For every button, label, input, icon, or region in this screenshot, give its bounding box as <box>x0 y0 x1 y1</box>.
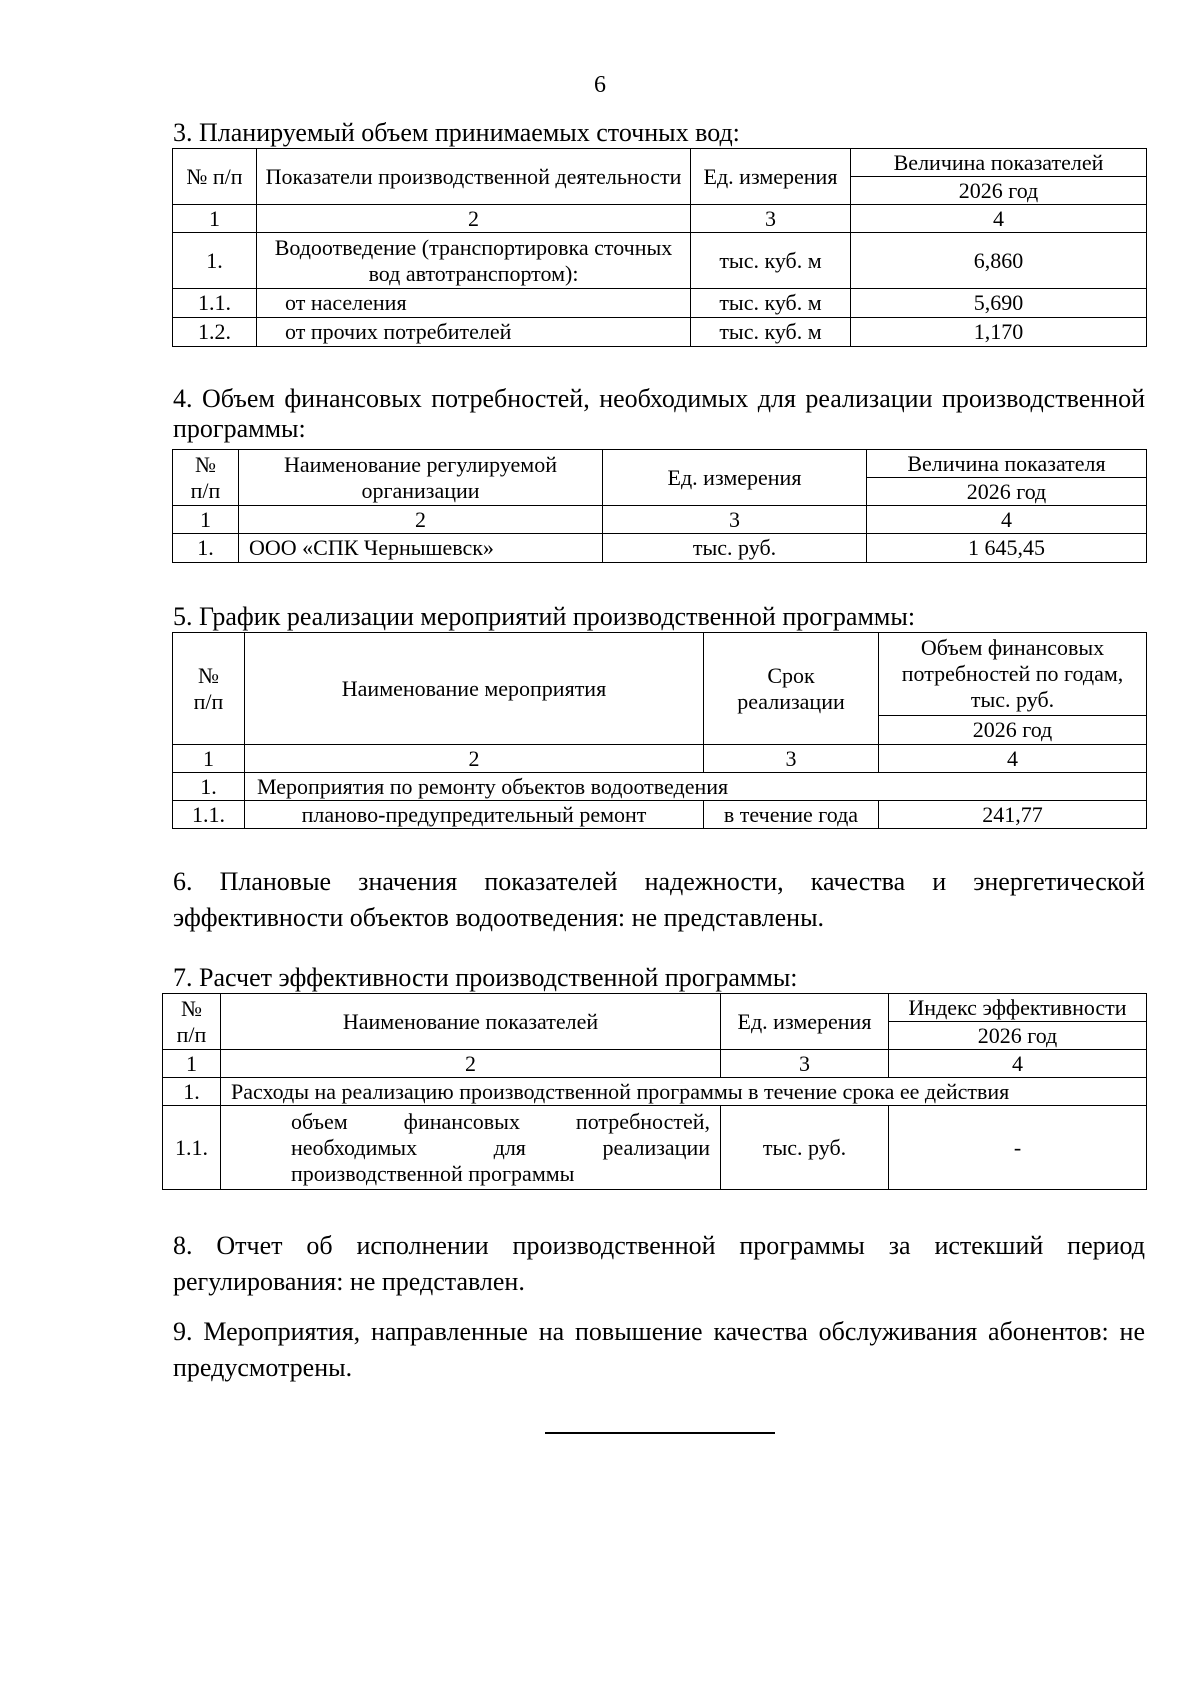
row-num: 1. <box>173 773 245 801</box>
col-number: 2 <box>257 205 691 233</box>
col-name-header: Наименование показателей <box>221 994 721 1050</box>
col-indicator-header: Показатели производственной деятельности <box>257 149 691 205</box>
col-number: 1 <box>163 1050 221 1078</box>
table-row <box>173 289 1147 318</box>
row-name: Водоотведение (транспортировка сточных вод автотранспортом): <box>257 233 691 289</box>
efficiency-table <box>162 993 1147 1190</box>
col-number: 2 <box>245 745 704 773</box>
financial-needs-table <box>172 449 1147 563</box>
table-row <box>173 534 1147 563</box>
table-row <box>173 773 1147 801</box>
section-7-title: 7. Расчет эффективности производственной программы: <box>173 963 798 992</box>
col-number: 4 <box>889 1050 1147 1078</box>
row-name: объем финансовых потребностей, необходимых для реализации производственной программы <box>221 1106 721 1190</box>
col-volume-header: Объем финансовых потребностей по годам, тыс. руб. <box>879 633 1147 716</box>
col-number: 4 <box>851 205 1147 233</box>
col-number: 1 <box>173 745 245 773</box>
row-num: 1.2. <box>173 318 257 347</box>
col-number: 2 <box>221 1050 721 1078</box>
schedule-table <box>172 632 1147 829</box>
row-name: от прочих потребителей <box>257 318 691 347</box>
col-number: 1 <box>173 506 239 534</box>
section-3-title: 3. Планируемый объем принимаемых сточных вод: <box>173 118 740 147</box>
row-unit: тыс. руб. <box>603 534 867 563</box>
row-value: 1 645,45 <box>867 534 1147 563</box>
row-name: от населения <box>257 289 691 318</box>
page-number: 6 <box>594 72 606 98</box>
section-4-title: 4. Объем финансовых потребностей, необходимых для реализации производственной программы: <box>173 384 1145 443</box>
row-num: 1.1. <box>173 801 245 829</box>
row-term: в течение года <box>704 801 879 829</box>
row-unit: тыс. куб. м <box>691 289 851 318</box>
section-6-text: 6. Плановые значения показателей надежности, качества и энергетической эффективности объектов водоотведения: не представлены. <box>173 867 1145 932</box>
table-row <box>173 233 1147 289</box>
col-unit-header: Ед. измерения <box>691 149 851 205</box>
col-unit-header: Ед. измерения <box>603 450 867 506</box>
row-value: 6,860 <box>851 233 1147 289</box>
col-num-header: № п/п <box>173 633 245 745</box>
col-number: 4 <box>879 745 1147 773</box>
row-unit: тыс. руб. <box>721 1106 889 1190</box>
col-term-header: Срок реализации <box>704 633 879 745</box>
col-number: 1 <box>173 205 257 233</box>
end-divider <box>545 1432 775 1434</box>
col-num-header: № п/п <box>173 149 257 205</box>
section-8-text: 8. Отчет об исполнении производственной программы за истекший период регулирования: не представлен. <box>173 1231 1145 1296</box>
section-5-title: 5. График реализации мероприятий производственной программы: <box>173 602 916 631</box>
row-value: 241,77 <box>879 801 1147 829</box>
row-value: - <box>889 1106 1147 1190</box>
table-row <box>163 1106 1147 1190</box>
row-value: 1,170 <box>851 318 1147 347</box>
col-num-header: № п/п <box>163 994 221 1050</box>
col-unit-header: Ед. измерения <box>721 994 889 1050</box>
col-number: 3 <box>704 745 879 773</box>
col-index-header: Индекс эффективности <box>889 994 1147 1022</box>
col-value-header: Величина показателей <box>851 149 1147 177</box>
table-row <box>173 801 1147 829</box>
col-number: 3 <box>603 506 867 534</box>
row-event: планово-предупредительный ремонт <box>245 801 704 829</box>
col-number: 3 <box>721 1050 889 1078</box>
row-num: 1. <box>163 1078 221 1106</box>
row-unit: тыс. куб. м <box>691 318 851 347</box>
col-num-header: № п/п <box>173 450 239 506</box>
col-number: 3 <box>691 205 851 233</box>
group-label: Расходы на реализацию производственной программы в течение срока ее действия <box>221 1078 1147 1106</box>
section-9-text: 9. Мероприятия, направленные на повышение качества обслуживания абонентов: не предусмотрены. <box>173 1317 1145 1382</box>
col-number: 2 <box>239 506 603 534</box>
row-value: 5,690 <box>851 289 1147 318</box>
row-num: 1. <box>173 233 257 289</box>
row-num: 1.1. <box>163 1106 221 1190</box>
table-row <box>163 1078 1147 1106</box>
year-header: 2026 год <box>867 478 1147 506</box>
year-header: 2026 год <box>851 177 1147 205</box>
group-label: Мероприятия по ремонту объектов водоотведения <box>245 773 1147 801</box>
row-num: 1. <box>173 534 239 563</box>
table-row <box>173 318 1147 347</box>
row-unit: тыс. куб. м <box>691 233 851 289</box>
year-header: 2026 год <box>889 1022 1147 1050</box>
row-org: ООО «СПК Чернышевск» <box>239 534 603 563</box>
row-num: 1.1. <box>173 289 257 318</box>
col-number: 4 <box>867 506 1147 534</box>
col-value-header: Величина показателя <box>867 450 1147 478</box>
col-event-header: Наименование мероприятия <box>245 633 704 745</box>
col-org-header: Наименование регулируемой организации <box>239 450 603 506</box>
year-header: 2026 год <box>879 716 1147 745</box>
wastewater-volume-table <box>172 148 1147 347</box>
